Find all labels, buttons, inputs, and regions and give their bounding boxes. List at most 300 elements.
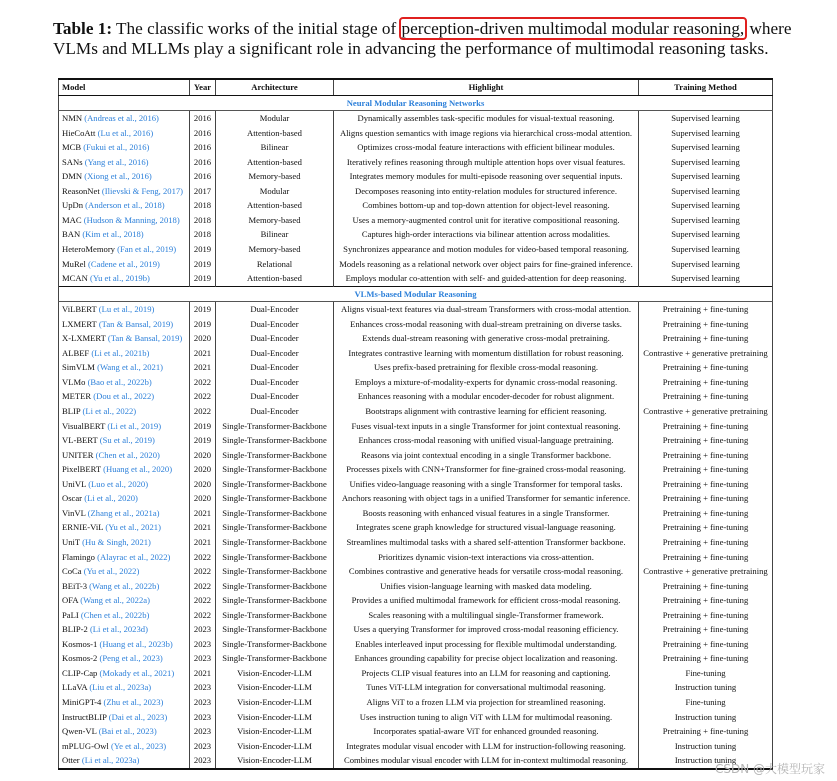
cell-architecture: Modular (216, 111, 334, 126)
cell-highlight: Streamlines multimodal tasks with a shared self-attention Transformer backbone. (334, 535, 639, 550)
cell-highlight: Captures high-order interactions via bilinear attention across modalities. (334, 227, 639, 242)
cell-training-method: Pretraining + fine-tuning (639, 651, 773, 666)
table-row (59, 564, 773, 579)
table-row (59, 695, 773, 710)
cell-model (59, 491, 190, 506)
cell-architecture: Vision-Encoder-LLM (216, 695, 334, 710)
cell-year: 2016 (190, 126, 216, 141)
model-name: X-LXMERT (62, 333, 106, 344)
citation-link[interactable]: (Chen et al., 2020) (95, 449, 160, 460)
cell-year: 2023 (190, 622, 216, 637)
citation-link[interactable]: (Yu et al., 2021) (105, 522, 161, 533)
cell-highlight: Boosts reasoning with enhanced visual features in a single Transformer. (334, 506, 639, 521)
cell-training-method: Supervised learning (639, 227, 773, 242)
citation-link[interactable]: (Liu et al., 2023a) (89, 682, 152, 693)
cell-year: 2020 (190, 477, 216, 492)
section-header-row (59, 286, 773, 302)
model-name: VLMo (62, 376, 86, 387)
cell-model (59, 213, 190, 228)
cell-highlight: Unifies vision-language learning with masked data modeling. (334, 579, 639, 594)
cell-model (59, 184, 190, 199)
cell-year: 2018 (190, 227, 216, 242)
citation-link[interactable]: (Li et al., 2023d) (89, 624, 148, 635)
cell-architecture: Single-Transformer-Backbone (216, 491, 334, 506)
citation-link[interactable]: (Cadene et al., 2019) (88, 258, 160, 269)
table-row (59, 389, 773, 404)
citation-link[interactable]: (Tan & Bansal, 2019) (98, 318, 174, 329)
cell-architecture: Single-Transformer-Backbone (216, 448, 334, 463)
table-header-row (59, 79, 773, 95)
citation-link[interactable]: (Li et al., 2023a) (81, 755, 140, 766)
cell-model (59, 564, 190, 579)
table-row (59, 155, 773, 170)
cell-model (59, 535, 190, 550)
citation-link[interactable]: (Huang et al., 2020) (103, 464, 173, 475)
citation-link[interactable]: (Ye et al., 2023) (110, 740, 167, 751)
citation-link[interactable]: (Zhu et al., 2023) (103, 696, 164, 707)
cell-training-method: Pretraining + fine-tuning (639, 389, 773, 404)
model-name: ALBEF (62, 347, 90, 358)
model-name: Kosmos-1 (62, 638, 98, 649)
cell-architecture: Memory-based (216, 242, 334, 257)
cell-training-method: Pretraining + fine-tuning (639, 579, 773, 594)
table-row (59, 184, 773, 199)
cell-architecture: Dual-Encoder (216, 404, 334, 419)
table-row (59, 271, 773, 286)
model-name: MCAN (62, 273, 88, 284)
cell-architecture: Vision-Encoder-LLM (216, 710, 334, 725)
table-row (59, 491, 773, 506)
cell-model (59, 389, 190, 404)
model-name: NMN (62, 113, 83, 124)
cell-model (59, 404, 190, 419)
cell-year: 2020 (190, 462, 216, 477)
table-row (59, 302, 773, 317)
cell-model (59, 360, 190, 375)
table-row (59, 404, 773, 419)
citation-link[interactable]: (Yu et al., 2022) (83, 566, 140, 577)
cell-highlight: Integrates contrastive learning with momentum distillation for robust reasoning. (334, 346, 639, 361)
cell-model (59, 169, 190, 184)
table-row (59, 227, 773, 242)
cell-training-method: Supervised learning (639, 169, 773, 184)
cell-model (59, 608, 190, 623)
cell-highlight: Fuses visual-text inputs in a single Transformer for joint contextual reasoning. (334, 419, 639, 434)
citation-link[interactable]: (Chen et al., 2022b) (80, 609, 150, 620)
table-row (59, 477, 773, 492)
header-model: Model (59, 79, 190, 95)
citation-link[interactable]: (Dou et al., 2022) (93, 391, 155, 402)
model-name: ERNIE-ViL (62, 522, 104, 533)
cell-architecture: Single-Transformer-Backbone (216, 506, 334, 521)
cell-highlight: Tunes ViT-LLM integration for conversational multimodal reasoning. (334, 680, 639, 695)
citation-link[interactable]: (Mokady et al., 2021) (99, 667, 175, 678)
table-row (59, 419, 773, 434)
table-row (59, 651, 773, 666)
citation-link[interactable]: (Bao et al., 2022b) (87, 376, 152, 387)
cell-model (59, 724, 190, 739)
cell-model (59, 550, 190, 565)
cell-training-method: Pretraining + fine-tuning (639, 608, 773, 623)
cell-training-method: Pretraining + fine-tuning (639, 477, 773, 492)
cell-training-method: Supervised learning (639, 155, 773, 170)
cell-year: 2022 (190, 564, 216, 579)
cell-model (59, 271, 190, 286)
cell-highlight: Extends dual-stream reasoning with generative cross-modal pretraining. (334, 331, 639, 346)
cell-training-method: Pretraining + fine-tuning (639, 433, 773, 448)
citation-link[interactable]: (Peng et al., 2023) (99, 653, 163, 664)
table-row (59, 622, 773, 637)
cell-highlight: Bootstraps alignment with contrastive learning for efficient reasoning. (334, 404, 639, 419)
cell-training-method: Pretraining + fine-tuning (639, 550, 773, 565)
cell-model (59, 477, 190, 492)
cell-architecture: Single-Transformer-Backbone (216, 477, 334, 492)
citation-link[interactable]: (Lu et al., 2016) (97, 127, 154, 138)
model-name: ReasonNet (62, 185, 100, 196)
cell-highlight: Employs modular co-attention with self- and guided-attention for deep reasoning. (334, 271, 639, 286)
citation-link[interactable]: (Wang et al., 2022b) (89, 580, 160, 591)
cell-highlight: Reasons via joint contextual encoding in a single Transformer backbone. (334, 448, 639, 463)
cell-year: 2022 (190, 389, 216, 404)
section-title: VLMs-based Modular Reasoning (59, 286, 773, 302)
cell-architecture: Dual-Encoder (216, 331, 334, 346)
citation-link[interactable]: (Yu et al., 2019b) (89, 273, 150, 284)
cell-highlight: Uses prefix-based pretraining for flexible cross-modal reasoning. (334, 360, 639, 375)
cell-highlight: Synchronizes appearance and motion modules for video-based temporal reasoning. (334, 242, 639, 257)
cell-highlight: Combines contrastive and generative heads for versatile cross-modal reasoning. (334, 564, 639, 579)
table-row (59, 169, 773, 184)
cell-year: 2021 (190, 346, 216, 361)
cell-model (59, 155, 190, 170)
citation-link[interactable]: (Fukui et al., 2016) (83, 142, 150, 153)
cell-architecture: Single-Transformer-Backbone (216, 651, 334, 666)
cell-training-method: Supervised learning (639, 111, 773, 126)
citation-link[interactable]: (Kim et al., 2018) (82, 229, 144, 240)
cell-year: 2021 (190, 520, 216, 535)
cell-year: 2021 (190, 666, 216, 681)
cell-architecture: Bilinear (216, 140, 334, 155)
cell-highlight: Optimizes cross-modal feature interactions with efficient bilinear modules. (334, 140, 639, 155)
citation-link[interactable]: (Li et al., 2019) (107, 420, 162, 431)
citation-link[interactable]: (Yang et al., 2016) (84, 156, 149, 167)
model-name: PaLI (62, 609, 79, 620)
cell-highlight: Aligns ViT to a frozen LLM via projection for streamlined reasoning. (334, 695, 639, 710)
table-row (59, 739, 773, 754)
cell-architecture: Memory-based (216, 213, 334, 228)
table-label: Table 1: (53, 19, 113, 38)
cell-year: 2018 (190, 213, 216, 228)
cell-training-method: Pretraining + fine-tuning (639, 375, 773, 390)
cell-model (59, 227, 190, 242)
section-header-row (59, 95, 773, 111)
cell-training-method: Supervised learning (639, 126, 773, 141)
table-row (59, 331, 773, 346)
cell-highlight: Enhances reasoning with a modular encoder-decoder for robust alignment. (334, 389, 639, 404)
citation-link[interactable]: (Bai et al., 2023) (98, 726, 157, 737)
cell-model (59, 695, 190, 710)
model-name: DMN (62, 171, 83, 182)
cell-training-method: Supervised learning (639, 140, 773, 155)
table-row (59, 242, 773, 257)
table-row (59, 360, 773, 375)
cell-model (59, 622, 190, 637)
model-name: ViLBERT (62, 304, 97, 315)
cell-model (59, 419, 190, 434)
cell-model (59, 506, 190, 521)
model-name: LXMERT (62, 318, 97, 329)
cell-model (59, 593, 190, 608)
cell-highlight: Uses a memory-augmented control unit for iterative compositional reasoning. (334, 213, 639, 228)
cell-year: 2022 (190, 404, 216, 419)
citation-link[interactable]: (Fan et al., 2019) (117, 244, 177, 255)
model-name: VisualBERT (62, 420, 106, 431)
model-name: UniT (62, 536, 80, 547)
cell-model (59, 637, 190, 652)
cell-highlight: Aligns visual-text features via dual-stream Transformers with cross-modal attention. (334, 302, 639, 317)
model-name: UniVL (62, 478, 87, 489)
model-name: BAN (62, 229, 81, 240)
caption-highlight-box: perception-driven multimodal modular reasoning, (401, 19, 745, 38)
cell-training-method: Supervised learning (639, 213, 773, 228)
header-highlight: Highlight (334, 79, 639, 95)
citation-link[interactable]: (Lu et al., 2019) (98, 304, 155, 315)
cell-model (59, 257, 190, 272)
model-name: MiniGPT-4 (62, 696, 102, 707)
cell-year: 2023 (190, 637, 216, 652)
model-name: Flamingo (62, 551, 95, 562)
table-caption (53, 19, 793, 59)
citation-link[interactable]: (Ilievski & Feng, 2017) (101, 185, 184, 196)
cell-highlight: Employs a mixture-of-modality-experts for dynamic cross-modal reasoning. (334, 375, 639, 390)
table-row (59, 448, 773, 463)
table-row (59, 608, 773, 623)
cell-highlight: Provides a unified multimodal framework for efficient cross-modal reasoning. (334, 593, 639, 608)
cell-highlight: Integrates modular visual encoder with LLM for instruction-following reasoning. (334, 739, 639, 754)
cell-training-method: Instruction tuning (639, 710, 773, 725)
model-name: Otter (62, 755, 80, 766)
cell-training-method: Pretraining + fine-tuning (639, 535, 773, 550)
cell-year: 2022 (190, 550, 216, 565)
cell-architecture: Memory-based (216, 169, 334, 184)
cell-year: 2020 (190, 331, 216, 346)
cell-model (59, 242, 190, 257)
header-year: Year (190, 79, 216, 95)
citation-link[interactable]: (Li et al., 2022) (82, 406, 137, 417)
cell-architecture: Dual-Encoder (216, 360, 334, 375)
model-name: Oscar (62, 493, 83, 504)
table-row (59, 433, 773, 448)
cell-architecture: Single-Transformer-Backbone (216, 564, 334, 579)
citation-link[interactable]: (Li et al., 2021b) (91, 347, 150, 358)
cell-training-method: Pretraining + fine-tuning (639, 462, 773, 477)
cell-highlight: Dynamically assembles task-specific modules for visual-textual reasoning. (334, 111, 639, 126)
cell-training-method: Pretraining + fine-tuning (639, 360, 773, 375)
model-name: Qwen-VL (62, 726, 97, 737)
table-row (59, 462, 773, 477)
citation-link[interactable]: (Alayrac et al., 2022) (97, 551, 171, 562)
cell-year: 2019 (190, 302, 216, 317)
cell-year: 2022 (190, 579, 216, 594)
table-row (59, 666, 773, 681)
cell-training-method: Pretraining + fine-tuning (639, 506, 773, 521)
cell-model (59, 302, 190, 317)
model-name: MAC (62, 214, 82, 225)
cell-model (59, 753, 190, 769)
model-name: VinVL (62, 507, 86, 518)
cell-highlight: Scales reasoning with a multilingual single-Transformer framework. (334, 608, 639, 623)
cell-year: 2019 (190, 271, 216, 286)
cell-highlight: Enables interleaved input processing for flexible multimodal understanding. (334, 637, 639, 652)
citation-link[interactable]: (Huang et al., 2023b) (99, 638, 173, 649)
cell-highlight: Prioritizes dynamic vision-text interactions via cross-attention. (334, 550, 639, 565)
watermark-text: CSDN @大模型玩家 (714, 762, 825, 776)
cell-year: 2022 (190, 608, 216, 623)
table-row (59, 520, 773, 535)
cell-architecture: Single-Transformer-Backbone (216, 433, 334, 448)
cell-training-method: Fine-tuning (639, 695, 773, 710)
cell-architecture: Single-Transformer-Backbone (216, 550, 334, 565)
table-row (59, 213, 773, 228)
citation-link[interactable]: (Hu & Singh, 2021) (82, 536, 151, 547)
cell-highlight: Unifies video-language reasoning with a single Transformer for temporal tasks. (334, 477, 639, 492)
cell-architecture: Dual-Encoder (216, 317, 334, 332)
cell-architecture: Relational (216, 257, 334, 272)
cell-architecture: Dual-Encoder (216, 375, 334, 390)
cell-year: 2019 (190, 317, 216, 332)
cell-architecture: Single-Transformer-Backbone (216, 462, 334, 477)
cell-model (59, 111, 190, 126)
citation-link[interactable]: (Zhang et al., 2021a) (87, 507, 160, 518)
cell-training-method: Pretraining + fine-tuning (639, 302, 773, 317)
cell-model (59, 651, 190, 666)
cell-year: 2023 (190, 695, 216, 710)
citation-link[interactable]: (Wang et al., 2021) (97, 362, 163, 373)
cell-training-method: Pretraining + fine-tuning (639, 317, 773, 332)
cell-year: 2023 (190, 753, 216, 769)
cell-highlight: Decomposes reasoning into entity-relation modules for structured inference. (334, 184, 639, 199)
cell-highlight: Combines bottom-up and top-down attention for object-level reasoning. (334, 198, 639, 213)
cell-architecture: Single-Transformer-Backbone (216, 419, 334, 434)
model-name: HieCoAtt (62, 127, 96, 138)
cell-highlight: Projects CLIP visual features into an LLM for reasoning and captioning. (334, 666, 639, 681)
model-name: UNITER (62, 449, 94, 460)
cell-training-method: Supervised learning (639, 198, 773, 213)
model-name: Kosmos-2 (62, 653, 98, 664)
header-architecture: Architecture (216, 79, 334, 95)
cell-year: 2023 (190, 739, 216, 754)
cell-year: 2021 (190, 360, 216, 375)
citation-link[interactable]: (Li et al., 2020) (84, 493, 138, 504)
cell-model (59, 579, 190, 594)
cell-training-method: Supervised learning (639, 242, 773, 257)
cell-model (59, 375, 190, 390)
citation-link[interactable]: (Su et al., 2019) (99, 435, 155, 446)
cell-architecture: Vision-Encoder-LLM (216, 724, 334, 739)
cell-architecture: Dual-Encoder (216, 346, 334, 361)
cell-model (59, 198, 190, 213)
cell-year: 2021 (190, 506, 216, 521)
model-name: mPLUG-Owl (62, 740, 109, 751)
table-row (59, 550, 773, 565)
cell-training-method: Instruction tuning (639, 739, 773, 754)
cell-year: 2019 (190, 433, 216, 448)
table-row (59, 317, 773, 332)
caption-text-after: where VLMs and MLLMs play a significant role in advancing the performance of multimodal reasoning tasks. (53, 19, 792, 58)
cell-training-method: Pretraining + fine-tuning (639, 491, 773, 506)
table-row (59, 111, 773, 126)
citation-link[interactable]: (Tan & Bansal, 2019) (107, 333, 183, 344)
cell-model (59, 462, 190, 477)
cell-model (59, 666, 190, 681)
cell-training-method: Contrastive + generative pretraining (639, 564, 773, 579)
citation-link[interactable]: (Xiong et al., 2016) (84, 171, 152, 182)
model-name: LLaVA (62, 682, 88, 693)
cell-highlight: Processes pixels with CNN+Transformer for fine-grained cross-modal reasoning. (334, 462, 639, 477)
cell-architecture: Vision-Encoder-LLM (216, 666, 334, 681)
citation-link[interactable]: (Luo et al., 2020) (88, 478, 149, 489)
model-name: CoCa (62, 566, 82, 577)
model-name: SANs (62, 156, 83, 167)
model-name: BLIP (62, 406, 81, 417)
cell-model (59, 346, 190, 361)
cell-training-method: Contrastive + generative pretraining (639, 346, 773, 361)
cell-highlight: Enhances cross-modal reasoning with unified visual-language pretraining. (334, 433, 639, 448)
cell-training-method: Pretraining + fine-tuning (639, 593, 773, 608)
table-row (59, 680, 773, 695)
cell-training-method: Pretraining + fine-tuning (639, 520, 773, 535)
citation-link[interactable]: (Hudson & Manning, 2018) (83, 214, 180, 225)
cell-architecture: Vision-Encoder-LLM (216, 739, 334, 754)
section-title: Neural Modular Reasoning Networks (59, 95, 773, 111)
cell-training-method: Instruction tuning (639, 680, 773, 695)
cell-highlight: Uses instruction tuning to align ViT with LLM for multimodal reasoning. (334, 710, 639, 725)
cell-year: 2016 (190, 140, 216, 155)
cell-model (59, 126, 190, 141)
cell-architecture: Single-Transformer-Backbone (216, 593, 334, 608)
citation-link[interactable]: (Dai et al., 2023) (108, 711, 168, 722)
cell-highlight: Combines modular visual encoder with LLM for in-context multimodal reasoning. (334, 753, 639, 769)
citation-link[interactable]: (Andreas et al., 2016) (84, 113, 159, 124)
cell-model (59, 448, 190, 463)
cell-year: 2017 (190, 184, 216, 199)
model-name: InstructBLIP (62, 711, 107, 722)
cell-architecture: Bilinear (216, 227, 334, 242)
citation-link[interactable]: (Wang et al., 2022a) (80, 595, 150, 606)
cell-year: 2019 (190, 257, 216, 272)
cell-training-method: Supervised learning (639, 184, 773, 199)
cell-year: 2023 (190, 651, 216, 666)
table-row (59, 346, 773, 361)
cell-highlight: Aligns question semantics with image regions via hierarchical cross-modal attention. (334, 126, 639, 141)
cell-architecture: Dual-Encoder (216, 302, 334, 317)
table-body (59, 95, 773, 769)
cell-model (59, 710, 190, 725)
cell-highlight: Models reasoning as a relational network over object pairs for fine-grained inference. (334, 257, 639, 272)
cell-architecture: Single-Transformer-Backbone (216, 608, 334, 623)
cell-training-method: Pretraining + fine-tuning (639, 331, 773, 346)
cell-year: 2016 (190, 111, 216, 126)
model-name: BEiT-3 (62, 580, 87, 591)
cell-highlight: Anchors reasoning with object tags in a unified Transformer for semantic inference. (334, 491, 639, 506)
cell-highlight: Incorporates spatial-aware ViT for enhanced grounded reasoning. (334, 724, 639, 739)
citation-link[interactable]: (Anderson et al., 2018) (85, 200, 165, 211)
table-row (59, 710, 773, 725)
works-table (58, 78, 773, 770)
cell-architecture: Attention-based (216, 198, 334, 213)
cell-training-method: Pretraining + fine-tuning (639, 637, 773, 652)
cell-year: 2016 (190, 155, 216, 170)
cell-architecture: Modular (216, 184, 334, 199)
